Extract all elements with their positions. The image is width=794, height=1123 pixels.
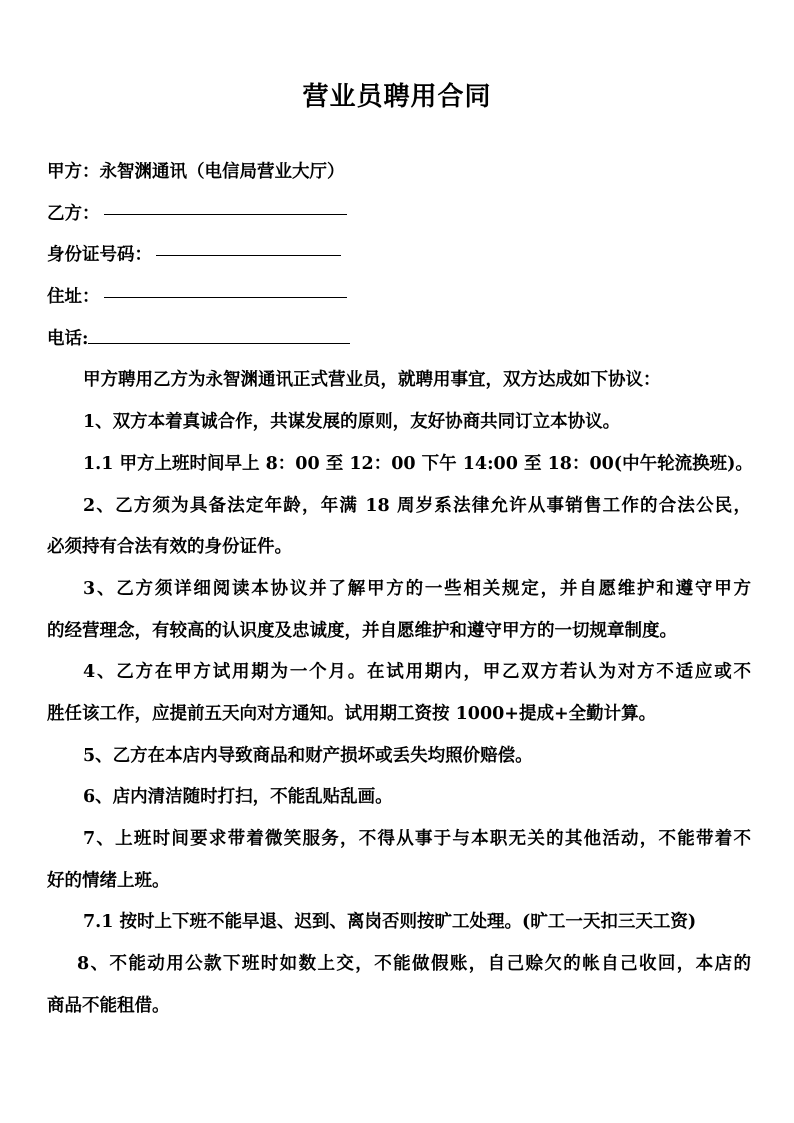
clause-7-line-1: 7、上班时间要求带着微笑服务，不得从事于与本职无关的其他活动，不能带着不 [83, 829, 751, 849]
id-label: 身份证号码： [47, 245, 152, 266]
clause-4-line-1: 4、乙方在甲方试用期为一个月。在试用期内，甲乙双方若认为对方不适应或不 [83, 662, 751, 683]
intro: 甲方聘用乙方为永智渊通讯正式营业员，就聘用事宜，双方达成如下协议： [83, 370, 661, 391]
clause-7-1: 7.1 按时上下班不能早退、迟到、离岗否则按旷工处理。(旷工一天扣三天工资) [83, 912, 697, 933]
party-b-line [47, 194, 751, 236]
party-b-label: 乙方： [47, 203, 100, 224]
address-label: 住址： [47, 287, 100, 308]
clause-8-line-2: 商品不能租借。 [47, 995, 170, 1016]
id-line [47, 235, 751, 277]
party-b-blank[interactable] [104, 214, 347, 215]
phone-line [47, 319, 751, 361]
address-line [47, 277, 751, 319]
clause-2-line-1: 2、乙方须为具备法定年龄，年满 18 周岁系法律允许从事销售工作的合法公民， [83, 495, 751, 516]
clause-8-line-1: 8、不能动用公款下班时如数上交，不能做假账，自己赊欠的帐自己收回，本店的 [77, 954, 751, 975]
party-a-label: 甲方： [47, 162, 100, 182]
clause-1-1: 1.1 甲方上班时间早上 8：00 至 12：00 下午 14:00 至 18：00(中午轮流换班)。 [83, 453, 753, 474]
clause-3-line-1: 3、乙方须详细阅读本协议并了解甲方的一些相关规定，并自愿维护和遵守甲方 [83, 578, 751, 599]
clause-2-line-2: 必须持有合法有效的身份证件。 [47, 537, 292, 558]
clause-3-line-2: 的经营理念，有较高的认识度及忠诚度，并自愿维护和遵守甲方的一切规章制度。 [47, 620, 677, 641]
id-blank[interactable] [156, 255, 341, 256]
party-a-line [47, 152, 751, 194]
clause-1: 1、双方本着真诚合作，共谋发展的原则，友好协商共同订立本协议。 [83, 412, 621, 433]
clause-4-line-2: 胜任该工作，应提前五天向对方通知。试用期工资按 1000+提成+全勤计算。 [47, 703, 657, 724]
clause-6: 6、店内清洁随时打扫，不能乱贴乱画。 [83, 787, 393, 808]
clause-7-line-2: 好的情绪上班。 [47, 870, 170, 891]
contract-body [47, 152, 751, 1027]
address-blank[interactable] [104, 297, 347, 298]
phone-blank[interactable] [88, 343, 350, 344]
party-a-value: 永智渊通讯（电信局营业大厅） [99, 162, 345, 182]
clause-5: 5、乙方在本店内导致商品和财产损坏或丢失均照价赔偿。 [83, 745, 533, 766]
phone-label: 电话: [47, 328, 89, 349]
contract-title: 营业员聘用合同 [302, 82, 492, 112]
